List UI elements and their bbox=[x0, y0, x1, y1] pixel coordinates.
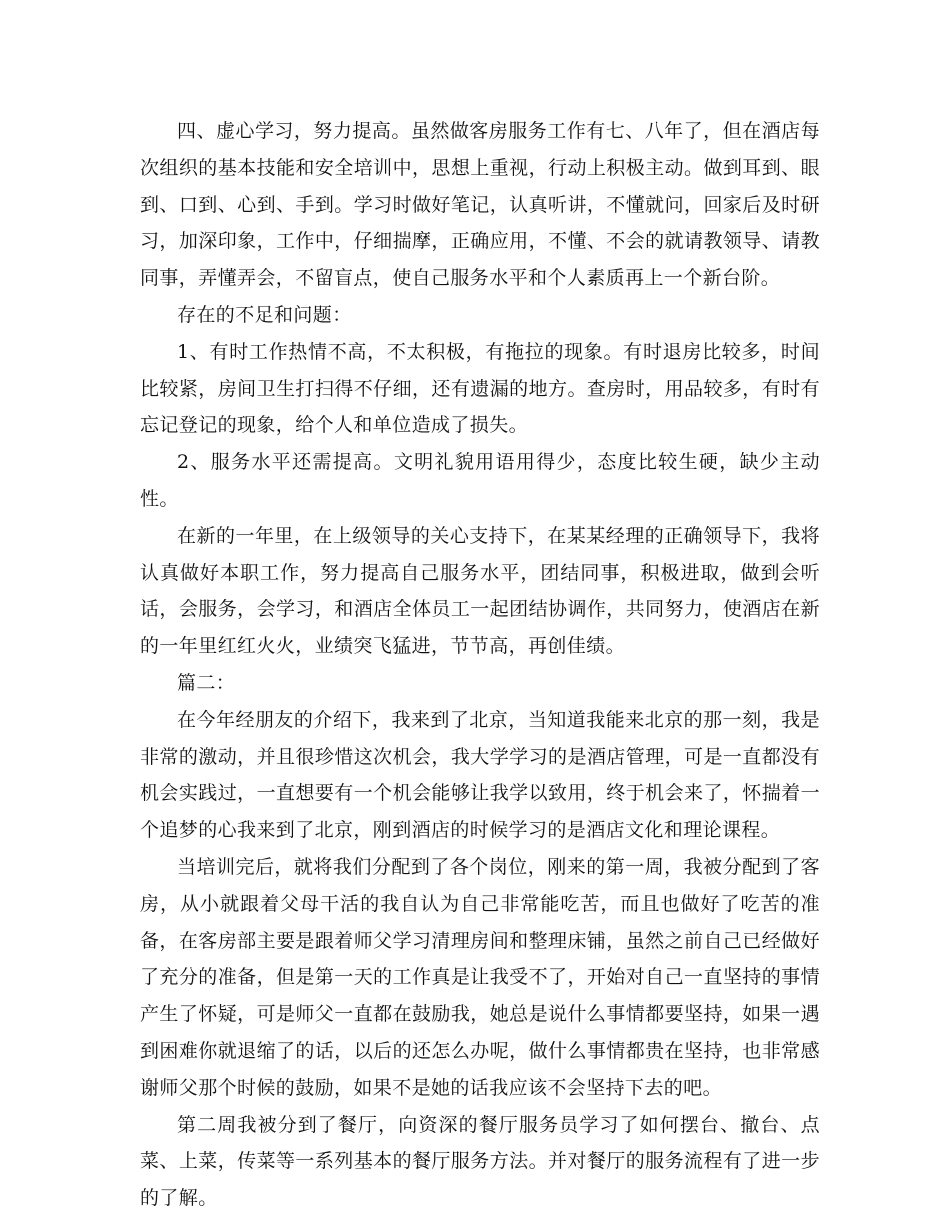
paragraph-shortcoming-2: 2、服务水平还需提高。文明礼貌用语用得少，态度比较生硬，缺少主动性。 bbox=[140, 451, 820, 510]
paragraph-part-two-heading: 篇二： bbox=[177, 671, 236, 694]
paragraph-shortcoming-1: 1、有时工作热情不高，不太积极，有拖拉的现象。有时退房比较多，时间比较紧，房间卫生打扫得不仔细，还有遗漏的地方。查房时，用品较多，有时有忘记登记的现象，给个人和单位造成了损失。 bbox=[140, 340, 820, 437]
paragraph-housekeeping-week: 当培训完后，就将我们分配到了各个岗位，刚来的第一周，我被分配到了客房，从小就跟着父母干活的我自认为自己非常能吃苦，而且也做好了吃苦的准备，在客房部主要是跟着师父学习清理房间和整理床铺，虽然之前自己已经做好了充分的准备，但是第一天的工作真是让我受不了，开始对自己一直坚持的事情产生了怀疑，可是师父一直都在鼓励我，她总是说什么事情都要坚持，如果一遇到困难你就退缩了的话，以后的还怎么办呢，做什么事情都贵在坚持，也非常感谢师父那个时候的鼓励，如果不是她的话我应该不会坚持下去的吧。 bbox=[140, 855, 820, 1099]
paragraph-shortcomings-heading: 存在的不足和问题： bbox=[177, 303, 352, 326]
paragraph-self-improvement: 四、虚心学习，努力提高。虽然做客房服务工作有七、八年了，但在酒店每次组织的基本技能和安全培训中，思想上重视，行动上积极主动。做到耳到、眼到、口到、心到、手到。学习时做好笔记，认真听讲，不懂就问，回家后及时研习，加深印象，工作中，仔细揣摩，正确应用，不懂、不会的就请教领导、请教同事，弄懂弄会，不留盲点，使自己服务水平和个人素质再上一个新台阶。 bbox=[140, 120, 820, 290]
paragraph-arrival-beijing: 在今年经朋友的介绍下，我来到了北京，当知道我能来北京的那一刻，我是非常的激动，并且很珍惜这次机会，我大学学习的是酒店管理，可是一直都没有机会实践过，一直想要有一个机会能够让我学以致用，终于机会来了，怀揣着一个追梦的心我来到了北京，刚到酒店的时候学习的是酒店文化和理论课程。 bbox=[140, 708, 820, 842]
paragraph-restaurant-week: 第二周我被分到了餐厅，向资深的餐厅服务员学习了如何摆台、撤台、点菜、上菜，传菜等一系列基本的餐厅服务方法。并对餐厅的服务流程有了进一步的了解。 bbox=[140, 1113, 820, 1210]
document-body bbox=[140, 113, 820, 1217]
paragraph-new-year-plan: 在新的一年里，在上级领导的关心支持下，在某某经理的正确领导下，我将认真做好本职工作，努力提高自己服务水平，团结同事，积极进取，做到会听话，会服务，会学习，和酒店全体员工一起团结协调作，共同努力，使酒店在新的一年里红红火火，业绩突飞猛进，节节高，再创佳绩。 bbox=[140, 524, 820, 658]
